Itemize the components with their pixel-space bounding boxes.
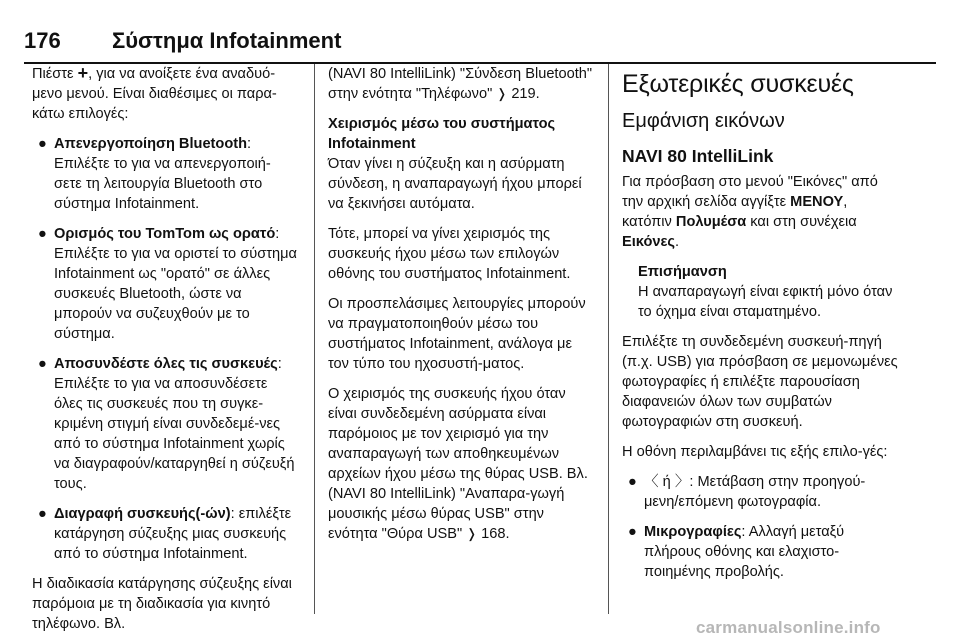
menu-label: ΜΕΝΟΥ xyxy=(790,194,844,210)
note-box xyxy=(638,262,898,322)
menu-label: Πολυμέσα xyxy=(675,214,747,230)
note-text: Η αναπαραγωγή είναι εφικτή μόνο όταν το όχημα είναι σταματημένο. xyxy=(638,284,893,320)
option-text: Επιλέξτε το για να απενεργοποιή-σετε τη λειτουργία Bluetooth στο σύστημα Infotainment. xyxy=(54,156,271,212)
options-list xyxy=(32,134,298,564)
list-item: ● Διαγραφή συσκευής(-ών): επιλέξτε κατάργηση σύζευξης μιας συσκευής από το σύστημα Infotainment. xyxy=(38,506,292,562)
option-title: Μικρογραφίες xyxy=(644,524,742,540)
menu-label: Εικόνες xyxy=(622,234,675,250)
paragraph: Η οθόνη περιλαμβάνει τις εξής επιλο-γές: xyxy=(622,444,888,460)
intro-text-start: Πιέστε xyxy=(32,66,78,82)
paragraph-text: Ο χειρισμός της συσκευής ήχου όταν είναι συνδεδεμένη ασύρματα είναι παρόμοιος με τον χειρισμό για την αναπαραγωγή των αποθηκευμένων αρχείων ήχου μέσω της θύρας USB. Βλ. (NAVI 80 IntelliLink) "Αναπαρα-γωγή μουσικής μέσω θύρας USB" στην ενότητα "Θύρα USB" xyxy=(328,386,588,542)
column-3 xyxy=(622,64,898,592)
bullet-icon: ● xyxy=(628,474,637,490)
option-title: Διαγραφή συσκευής(-ών) xyxy=(54,506,231,522)
paragraph: Επιλέξτε τη συνδεδεμένη συσκευή-πηγή (π.χ. USB) για πρόσβαση σε μεμονωμένες φωτογραφίες ή επιλέξτε παρουσίαση διαφανειών όλων των συμβατών φωτογραφιών στη συσκευή. xyxy=(622,334,898,430)
option-text: : Αλλαγή μεταξύ πλήρους οθόνης και ελαχιστο-ποιημένης προβολής. xyxy=(644,524,845,580)
option-title: Απενεργοποίηση Bluetooth xyxy=(54,136,248,152)
page-ref: 168. xyxy=(481,526,510,542)
list-item: ● Αποσυνδέστε όλες τις συσκευές: Επιλέξτε το για να αποσυνδέσετε όλες τις συσκευές που τη συγκε-κριμένη στιγμή είναι συνδεδεμέ-νες από το σύστημα Infotainment χωρίς να διαγραφούν/καταργηθεί η σύζευξή τους. xyxy=(38,356,295,492)
bullet-icon: ● xyxy=(628,524,637,540)
paragraph xyxy=(328,64,596,104)
text-run: και στη συνέχεια xyxy=(746,214,857,230)
bullet-icon: ● xyxy=(38,356,47,372)
subsection-title: NAVI 80 IntelliLink xyxy=(622,146,774,166)
column-2 xyxy=(328,64,596,554)
list-item xyxy=(622,472,898,512)
text-run: Για πρόσβαση στο μενού "Εικόνες" από την αρχική σελίδα αγγίξτε xyxy=(622,174,878,210)
column-divider xyxy=(314,64,315,614)
page-number: 176 xyxy=(24,28,61,53)
text-run: , κατόπιν xyxy=(622,194,848,230)
plus-icon: + xyxy=(77,63,89,83)
option-title: Ορισμός του TomTom ως ορατό xyxy=(54,226,276,242)
list-item: ● Απενεργοποίηση Bluetooth: Επιλέξτε το για να απενεργοποιή-σετε τη λειτουργία Bluetooth στο σύστημα Infotainment. xyxy=(38,136,271,212)
option-text: Επιλέξτε το για να αποσυνδέσετε όλες τις συσκευές που τη συγκε-κριμένη στιγμή είναι συνδεδεμέ-νες από το σύστημα Infotainment χωρίς να διαγραφούν/καταργηθεί η σύζευξή τους. xyxy=(54,376,295,492)
section-title: Εμφάνιση εικόνων xyxy=(622,110,785,132)
column-divider xyxy=(608,64,609,614)
paragraph: Τότε, μπορεί να γίνει χειρισμός της συσκευής ήχου μέσω των επιλογών οθόνης του συστήματος Infotainment. xyxy=(328,226,571,282)
option-title: Αποσυνδέστε όλες τις συσκευές xyxy=(54,356,278,372)
option-text: επιλέξτε κατάργηση σύζευξης μιας συσκευής από το σύστημα Infotainment. xyxy=(54,506,292,562)
bullet-icon: ● xyxy=(38,136,47,152)
page-header xyxy=(24,26,936,56)
paragraph: Όταν γίνει η σύζευξη και η ασύρματη σύνδεση, η αναπαραγωγή ήχου μπορεί να ξεκινήσει αυτόματα. xyxy=(328,156,582,212)
watermark: carmanualsonline.info xyxy=(696,618,881,637)
list-item: ● Ορισμός του TomTom ως ορατό: Επιλέξτε το για να οριστεί το σύστημα Infotainment ως "ορατό" σε άλλες συσκευές Bluetooth, ώστε να μπορούν να συζευχθούν με το σύστημα. xyxy=(38,226,297,342)
bullet-icon: ● xyxy=(38,226,47,242)
intro-text-end: , για να ανοίξετε ένα αναδυό-μενο μενού. Είναι διαθέσιμες οι παρα-κάτω επιλογές: xyxy=(32,66,277,122)
intro-paragraph xyxy=(32,64,298,124)
section-heading: Χειρισμός μέσω του συστήματος Infotainment xyxy=(328,116,556,152)
page-ref: 219. xyxy=(511,86,540,102)
chapter-title: Εξωτερικές συσκευές xyxy=(622,70,854,98)
column-1 xyxy=(32,64,298,644)
paragraph xyxy=(328,384,596,544)
option-text: Επιλέξτε το για να οριστεί το σύστημα Infotainment ως "ορατό" σε άλλες συσκευές Bluetooth, ώστε να μπορούν να συζευχθούν με το σύστημα. xyxy=(54,246,297,342)
paragraph-text: (NAVI 80 IntelliLink) "Σύνδεση Bluetooth" στην ενότητα "Τηλέφωνο" xyxy=(328,66,593,102)
bullet-icon: ● xyxy=(38,506,47,522)
paragraph: Οι προσπελάσιμες λειτουργίες μπορούν να πραγματοποιηθούν μέσω του συστήματος Infotainment, ανάλογα με τον τύπο του ηχοσυστή-ματος. xyxy=(328,296,586,372)
page-ref-icon: ❭ xyxy=(466,526,478,541)
text-run: . xyxy=(675,234,680,250)
options-list xyxy=(622,472,898,582)
page-title: Σύστημα Infotainment xyxy=(112,28,342,53)
option-text: 〈 ή 〉: Μετάβαση στην προηγού-μενη/επόμενη φωτογραφία. xyxy=(644,474,866,510)
outro-paragraph: Η διαδικασία κατάργησης σύζευξης είναι παρόμοια με τη διαδικασία για κινητό τηλέφωνο. Βλ. xyxy=(32,576,292,632)
paragraph xyxy=(622,172,898,252)
page-ref-icon: ❭ xyxy=(496,86,508,101)
list-item xyxy=(622,522,898,582)
note-title: Επισήμανση xyxy=(638,264,727,280)
